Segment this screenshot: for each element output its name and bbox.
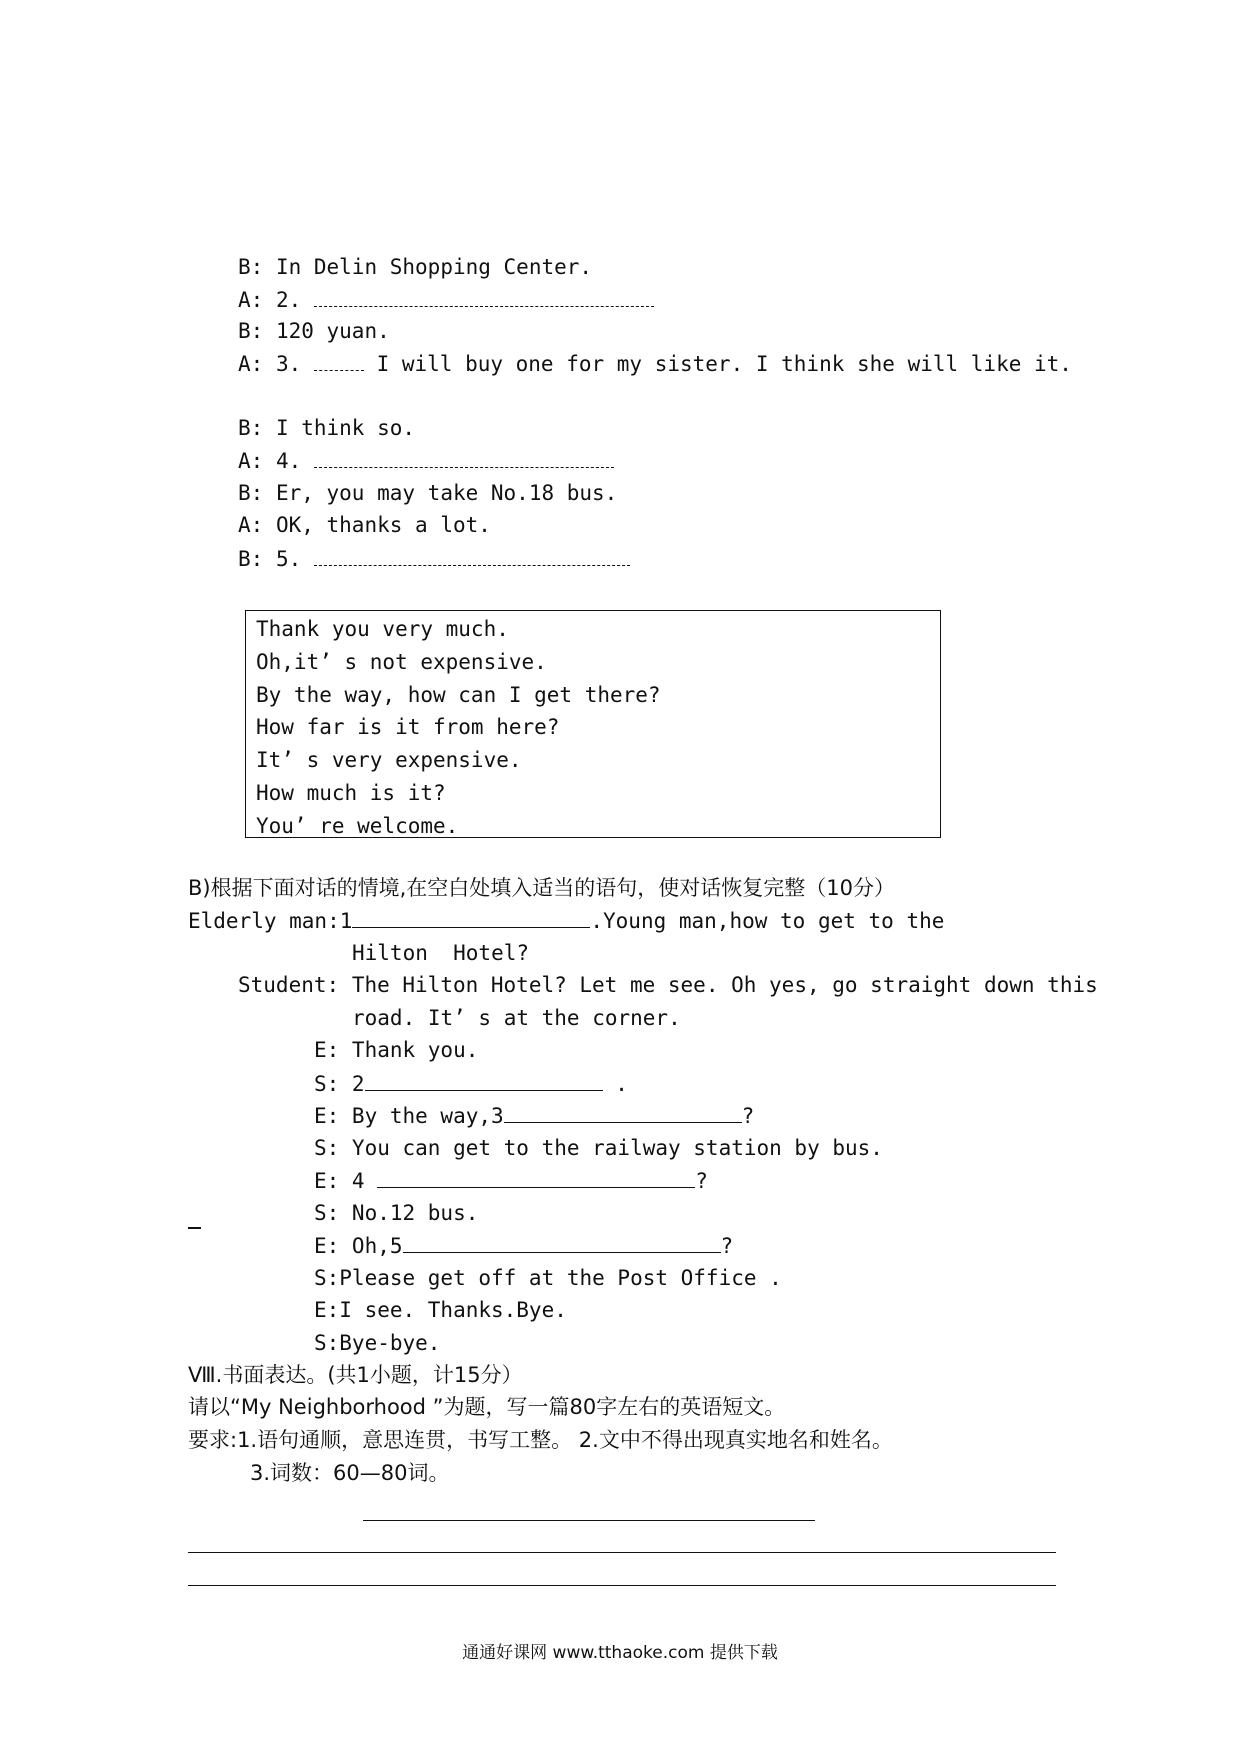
answer-blank-2[interactable] <box>314 284 654 307</box>
dialogue-line: E: 4 ? <box>314 1165 708 1196</box>
answer-blank-b5[interactable] <box>403 1230 721 1253</box>
answer-blank-3[interactable] <box>314 348 364 371</box>
dialogue-line: E:I see. Thanks.Bye. <box>314 1298 567 1322</box>
dialogue-line: B: 120 yuan. <box>238 319 390 343</box>
dialogue-line: B: I think so. <box>238 416 416 440</box>
dialogue-line: A: 4. <box>238 445 614 476</box>
option-item: Oh,it’ s not expensive. <box>256 649 547 674</box>
answer-blank-1[interactable] <box>352 905 590 928</box>
footer: 通通好课网 www.tthaoke.com 提供下载 <box>462 1643 778 1663</box>
dialogue-line: S:Please get off at the Post Office . <box>314 1266 782 1290</box>
title-line[interactable] <box>363 1520 815 1521</box>
dialogue-line: S: 2 . <box>314 1068 628 1099</box>
dialogue-line: B: Er, you may take No.18 bus. <box>238 481 618 505</box>
dialogue-line: A: 2. <box>238 284 654 315</box>
dialogue-line: E: Oh,5 ? <box>314 1230 733 1261</box>
option-item: Thank you very much. <box>256 617 509 641</box>
dialogue-line: road. It’ s at the corner. <box>352 1006 681 1030</box>
options-box <box>245 610 941 838</box>
dialogue-line: E: Thank you. <box>314 1038 479 1062</box>
dialogue-line: S: You can get to the railway station by bus. <box>314 1136 883 1160</box>
answer-blank-5[interactable] <box>314 543 630 566</box>
writing-requirement: 要求:1.语句通顺，意思连贯，书写工整。 2.文中不得出现真实地名和姓名。 <box>188 1428 893 1452</box>
option-item: How far is it from here? <box>256 715 560 740</box>
option-item: How much is it? <box>256 780 446 805</box>
writing-line[interactable] <box>188 1552 1056 1553</box>
dialogue-line: Hilton Hotel? <box>352 941 530 965</box>
dialogue-line: B: In Delin Shopping Center. <box>238 255 593 279</box>
dialogue-line: A: OK, thanks a lot. <box>238 513 491 537</box>
writing-line[interactable] <box>188 1585 1056 1586</box>
dialogue-line: Elderly man:1 .Young man,how to get to the <box>188 905 944 936</box>
part-b-heading: B)根据下面对话的情境,在空白处填入适当的语句，使对话恢复完整（10分） <box>188 876 895 900</box>
dialogue-line: S:Bye-bye. <box>314 1331 441 1355</box>
dialogue-line: S: No.12 bus. <box>314 1201 479 1225</box>
answer-blank-b3[interactable] <box>504 1100 742 1123</box>
writing-requirement: 3.词数：60—80词。 <box>250 1461 450 1485</box>
answer-blank-b4[interactable] <box>377 1165 695 1188</box>
writing-heading: Ⅷ.书面表达。(共1小题，计15分） <box>188 1363 523 1387</box>
answer-blank-b2[interactable] <box>365 1068 603 1091</box>
option-item: You’ re welcome. <box>256 813 459 838</box>
dialogue-line: A: 3. I will buy one for my sister. I think she will like it. <box>238 348 1072 379</box>
option-item: By the way, how can I get there? <box>256 682 661 707</box>
answer-blank-4[interactable] <box>314 445 614 468</box>
stray-mark <box>188 1227 201 1229</box>
dialogue-line: E: By the way,3 ? <box>314 1100 754 1131</box>
writing-prompt: 请以“My Neighborhood ”为题，写一篇80字左右的英语短文。 <box>188 1395 786 1419</box>
dialogue-line: B: 5. <box>238 543 630 574</box>
dialogue-line: Student: The Hilton Hotel? Let me see. Oh yes, go straight down this <box>238 973 1098 997</box>
option-item: It’ s very expensive. <box>256 748 522 773</box>
